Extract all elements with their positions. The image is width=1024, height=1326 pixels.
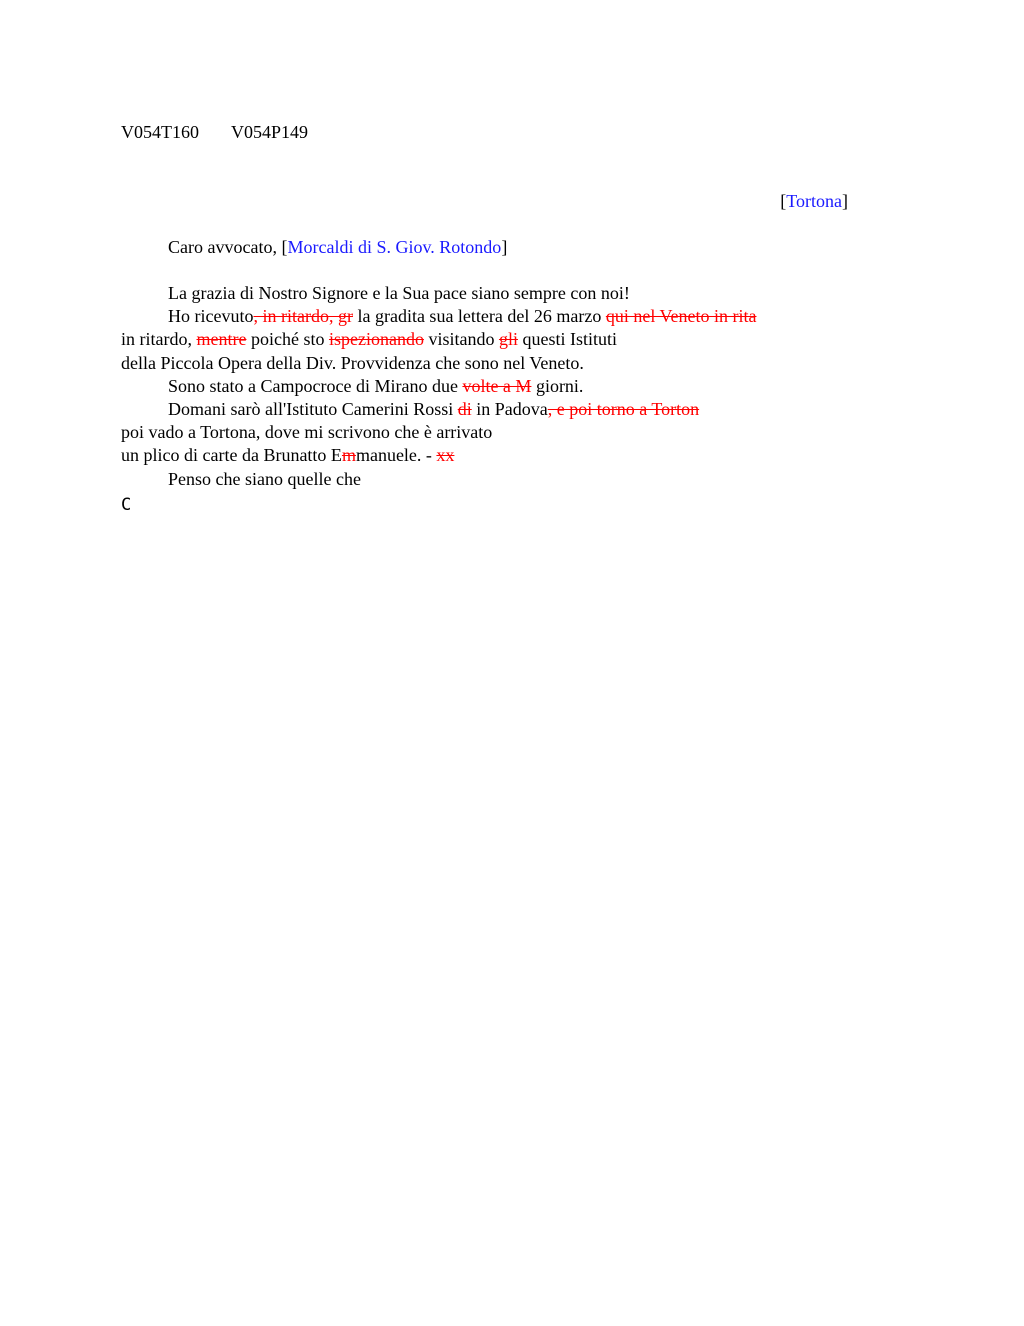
letter-line [121, 352, 901, 375]
deleted-text: di [457, 399, 472, 420]
salutation [168, 236, 507, 259]
line-text: Sono stato a Campocroce di Mirano due [168, 375, 463, 396]
salutation-text: Caro avvocato, [168, 237, 282, 257]
place-bracket-open: [ [780, 191, 787, 211]
trailing-mark: C [121, 495, 132, 515]
deleted-text: , e poi torno a Torton [547, 399, 700, 420]
line-text: in ritardo, [121, 329, 197, 350]
line-text: Penso che siano quelle che [168, 468, 361, 489]
line-text: della Piccola Opera della Div. Provvidenza che sono nel Veneto. [121, 352, 584, 373]
line-text: Domani sarò all'Istituto Camerini Rossi [168, 399, 458, 420]
line-text: poiché sto [246, 329, 329, 350]
letter-line [121, 468, 901, 491]
line-text: in Padova [471, 399, 548, 420]
letter-line [121, 398, 901, 421]
line-text: un plico di carte da Brunatto E [121, 445, 342, 466]
place-annotation [780, 190, 848, 213]
line-text: visitando [423, 329, 499, 350]
letter-line [121, 375, 901, 398]
line-text: La grazia di Nostro Signore e la Sua pace siano sempre con noi! [168, 283, 630, 303]
code-t: V054T160 [121, 122, 199, 142]
deleted-text: mentre [196, 329, 247, 350]
letter-line [121, 282, 901, 305]
line-text: Ho ricevuto [168, 306, 254, 327]
line-text: giorni. [531, 375, 584, 396]
recipient-name: Morcaldi di S. Giov. Rotondo [287, 237, 502, 257]
deleted-text: m [341, 445, 356, 466]
deleted-text: qui nel Veneto in rita [605, 306, 757, 327]
place-name: Tortona [786, 191, 842, 211]
letter-body [121, 282, 901, 491]
letter-line [121, 305, 901, 328]
letter-line [121, 421, 901, 444]
line-text: la gradita sua lettera del 26 marzo [352, 306, 606, 327]
recipient-bracket-open: [ [281, 237, 288, 257]
line-text: poi vado a Tortona, dove mi scrivono che è arrivato [121, 422, 493, 443]
deleted-text: gli [498, 329, 518, 350]
deleted-text: xx [436, 445, 455, 466]
deleted-text: volte a M [462, 375, 532, 396]
letter-line [121, 444, 901, 467]
letter-line [121, 328, 901, 351]
deleted-text: ispezionando [328, 329, 424, 350]
recipient-bracket-close: ] [501, 237, 508, 257]
document-codes [121, 121, 308, 144]
place-bracket-close: ] [842, 191, 848, 211]
line-text: manuele. - [355, 445, 437, 466]
line-text: questi Istituti [517, 329, 617, 350]
code-p: V054P149 [231, 122, 309, 142]
deleted-text: , in ritardo, gr [253, 306, 353, 327]
